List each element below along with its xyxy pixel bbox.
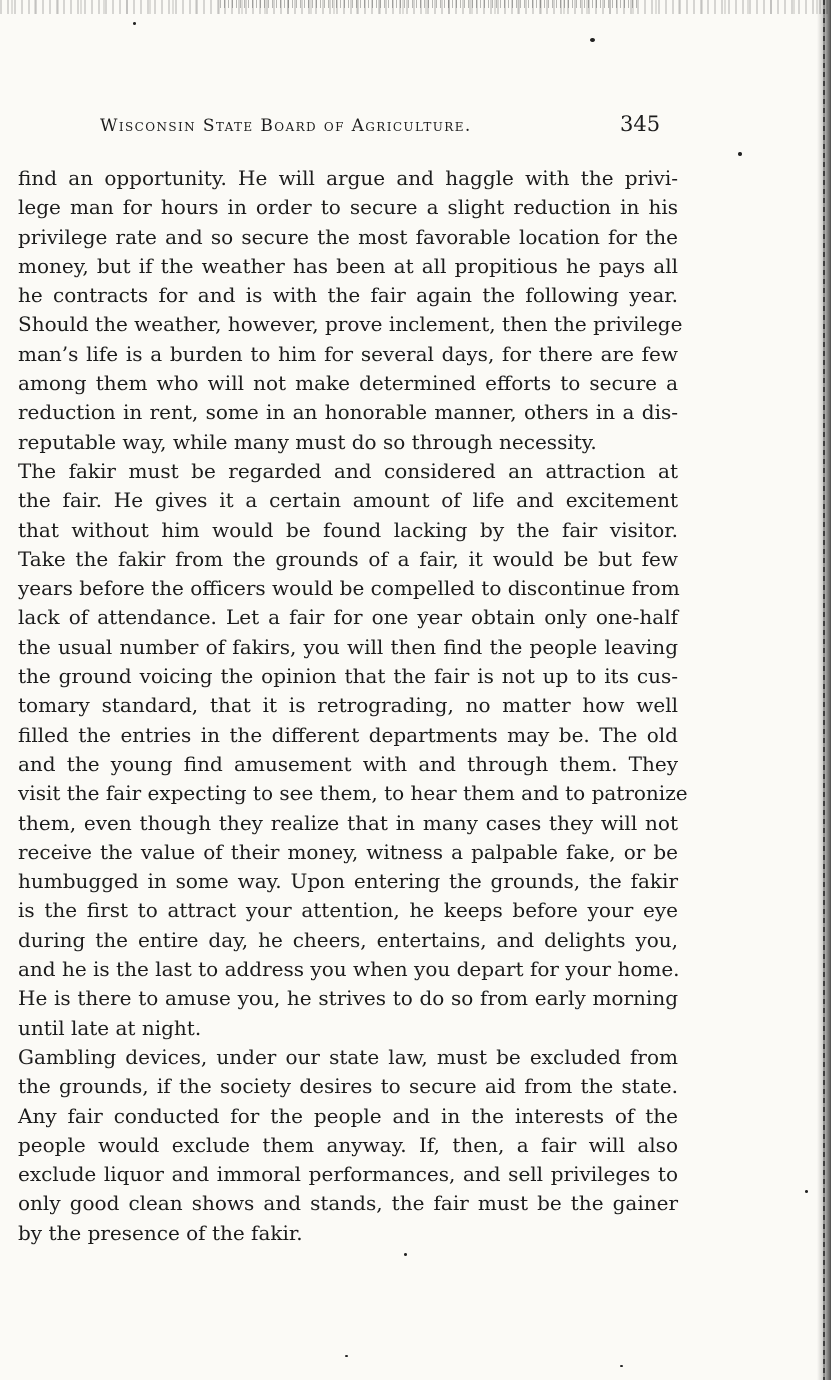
scan-speck — [133, 22, 136, 25]
text-line: lack of attendance. Let a fair for one year obtain only one-half — [18, 605, 678, 630]
text-line: privilege rate and so secure the most favorable location for the — [18, 224, 678, 249]
text-line: Any fair conducted for the people and in the interests of the — [18, 1103, 678, 1128]
text-line: filled the entries in the different departments may be. The old — [18, 722, 678, 747]
running-head — [100, 112, 660, 142]
text-line: people would exclude them anyway. If, then, a fair will also — [18, 1132, 678, 1157]
text-line: money, but if the weather has been at all propitious he pays all — [18, 253, 678, 278]
binding-edge-line — [823, 0, 825, 1380]
text-line: He is there to amuse you, he strives to do so from early morning — [18, 986, 678, 1011]
text-line: and the young find amusement with and through them. They — [18, 751, 678, 776]
scan-speck — [738, 152, 742, 156]
text-line: by the presence of the fakir. — [18, 1220, 303, 1245]
scan-speck — [620, 1365, 623, 1367]
scan-speck — [805, 1190, 808, 1193]
text-line: Gambling devices, under our state law, must be excluded from — [18, 1044, 678, 1069]
text-line: lege man for hours in order to secure a slight reduction in his — [18, 195, 678, 220]
text-line: tomary standard, that it is retrograding, no matter how well — [18, 693, 678, 718]
text-line: during the entire day, he cheers, entertains, and delights you, — [18, 927, 678, 952]
text-line: among them who will not make determined efforts to secure a — [18, 371, 678, 396]
scan-speck — [404, 1253, 407, 1256]
body-text — [18, 164, 688, 1248]
text-line: reputable way, while many must do so through necessity. — [18, 429, 597, 454]
text-line: and he is the last to address you when you depart for your home. — [18, 957, 680, 982]
text-line: them, even though they realize that in many cases they will not — [18, 810, 678, 835]
text-line: find an opportunity. He will argue and haggle with the privi- — [18, 166, 678, 190]
text-line: receive the value of their money, witness a palpable fake, or be — [18, 839, 678, 864]
text-line: only good clean shows and stands, the fair must be the gainer — [18, 1191, 678, 1216]
text-line: the grounds, if the society desires to secure aid from the state. — [18, 1074, 678, 1099]
text-line: the usual number of fakirs, you will then find the people leaving — [18, 634, 678, 659]
scan-speck — [590, 38, 595, 42]
text-line: until late at night. — [18, 1015, 202, 1040]
text-line: the fair. He gives it a certain amount of life and excitement — [18, 488, 678, 513]
text-line: visit the fair expecting to see them, to hear them and to patronize — [18, 781, 688, 806]
page-number: 345 — [620, 112, 661, 136]
scan-speck — [345, 1355, 348, 1357]
paragraph — [18, 1043, 678, 1248]
text-line: The fakir must be regarded and considered an attraction at — [18, 458, 678, 483]
text-line: man’s life is a burden to him for several days, for there are few — [18, 341, 678, 366]
scan-noise-top-dark — [220, 0, 640, 8]
paragraph — [18, 164, 683, 457]
text-line: that without him would be found lacking by the fair visitor. — [18, 517, 678, 542]
paragraph — [18, 457, 688, 1043]
text-line: Take the fakir from the grounds of a fair, it would be but few — [18, 546, 678, 571]
text-line: Should the weather, however, prove inclement, then the privilege — [18, 312, 683, 337]
text-line: years before the officers would be compelled to discontinue from — [18, 576, 680, 601]
text-line: exclude liquor and immoral performances, and sell privileges to — [18, 1162, 678, 1187]
text-line: is the first to attract your attention, he keeps before your eye — [18, 898, 678, 923]
text-line: the ground voicing the opinion that the fair is not up to its cus- — [18, 664, 678, 689]
text-line: humbugged in some way. Upon entering the grounds, the fakir — [18, 869, 678, 894]
text-line: reduction in rent, some in an honorable manner, others in a dis- — [18, 400, 678, 425]
running-head-title: Wisconsin State Board of Agriculture. — [100, 116, 472, 136]
text-line: he contracts for and is with the fair again the following year. — [18, 283, 678, 308]
